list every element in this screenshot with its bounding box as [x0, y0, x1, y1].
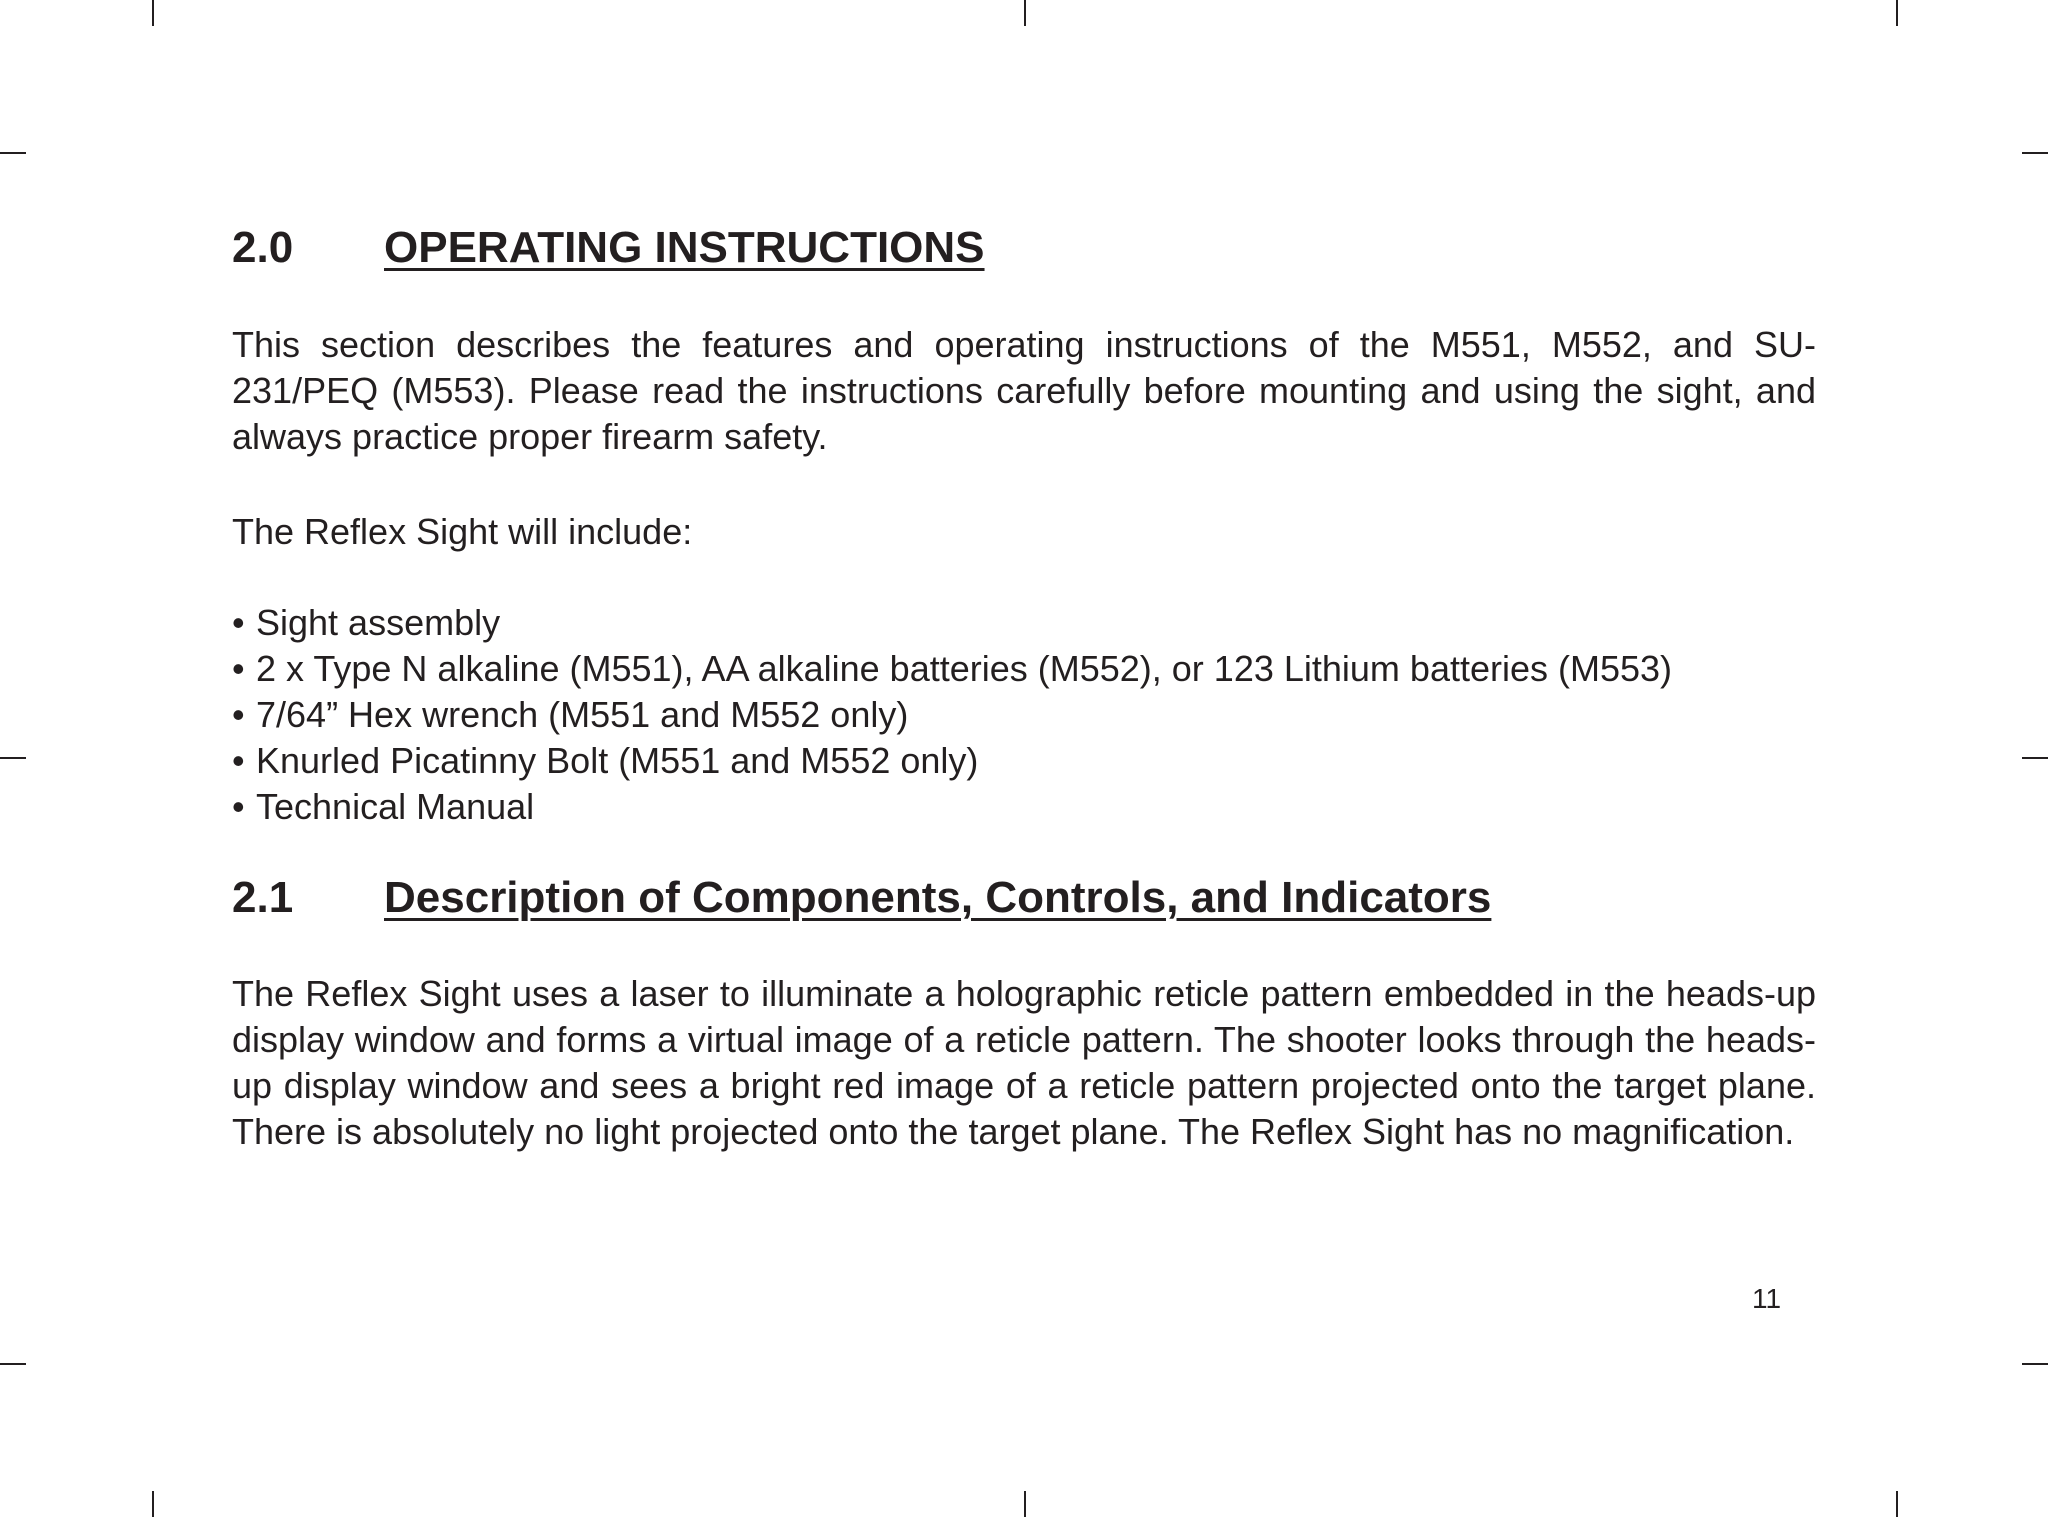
list-item: • Technical Manual [232, 784, 1672, 830]
crop-mark-top-center [1024, 0, 1026, 26]
crop-mark-left-upper [0, 152, 26, 154]
section-number: 2.1 [232, 873, 294, 922]
crop-mark-right-middle [2022, 757, 2048, 759]
crop-mark-top-left [152, 0, 154, 26]
crop-mark-bottom-right [1896, 1491, 1898, 1517]
crop-mark-left-middle [0, 757, 26, 759]
section-number: 2.0 [232, 223, 294, 272]
page-number: 11 [1752, 1283, 1782, 1314]
section-title: OPERATING INSTRUCTIONS [384, 223, 985, 272]
crop-mark-bottom-center [1024, 1491, 1026, 1517]
list-item: • Sight assembly [232, 600, 1672, 646]
crop-mark-bottom-left [152, 1491, 154, 1517]
crop-mark-right-upper [2022, 152, 2048, 154]
section-2-0-heading [232, 222, 985, 274]
section-2-1-heading [232, 872, 1491, 924]
description-paragraph: The Reflex Sight uses a laser to illuminate a holographic reticle pattern embedded in the heads-up display window and forms a virtual image of a reticle pattern. The shooter looks through the heads-up display window and sees a bright red image of a reticle pattern projected onto the target plane. There is absolutely no light projected onto the target plane. The Reflex Sight has no magnification. [232, 973, 1816, 1152]
crop-mark-left-lower [0, 1363, 26, 1365]
included-items-list [232, 600, 1672, 830]
section-title: Description of Components, Controls, and Indicators [384, 873, 1492, 922]
crop-mark-top-right [1896, 0, 1898, 26]
list-item: • Knurled Picatinny Bolt (M551 and M552 only) [232, 738, 1672, 784]
intro-paragraph: This section describes the features and operating instructions of the M551, M552, and SU-231/PEQ (M553). Please read the instructions carefully before mounting and using the sight, and always practice proper firearm safety. [232, 324, 1816, 457]
list-item: • 7/64” Hex wrench (M551 and M552 only) [232, 692, 1672, 738]
list-item: • 2 x Type N alkaline (M551), AA alkaline batteries (M552), or 123 Lithium batteries (M553) [232, 646, 1672, 692]
crop-mark-right-lower [2022, 1363, 2048, 1365]
includes-label: The Reflex Sight will include: [232, 511, 693, 552]
